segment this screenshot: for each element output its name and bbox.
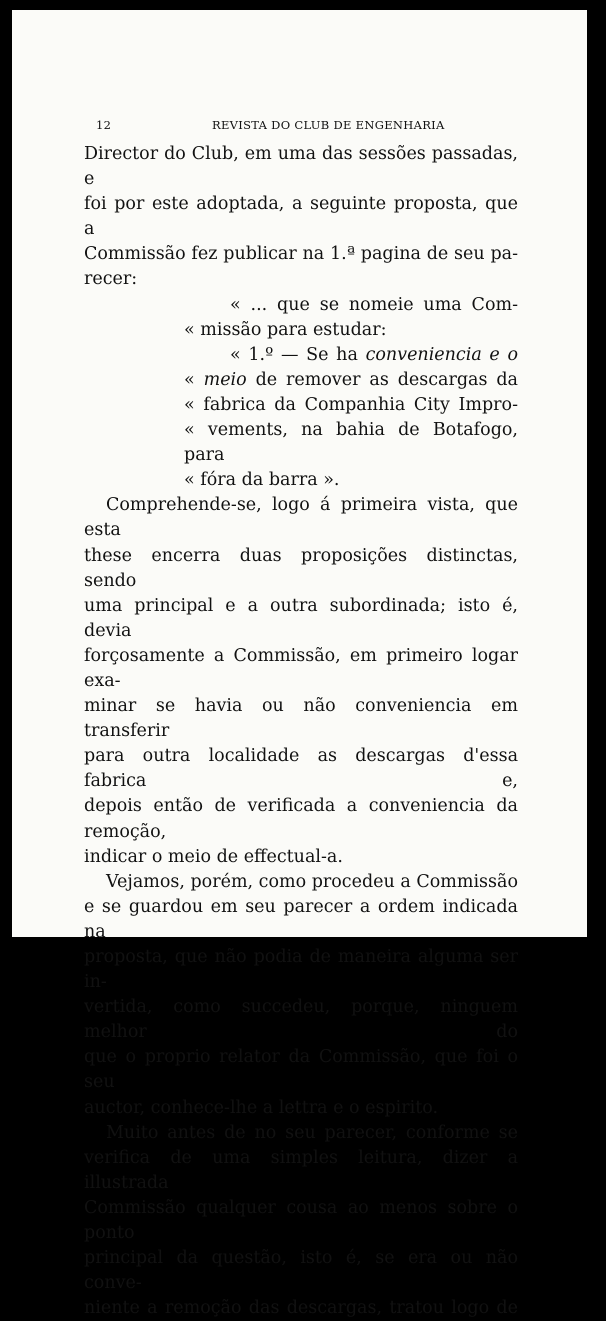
text-line: para outra localidade as descargas d'essa fabrica e, <box>84 746 518 792</box>
text-line: Commissão fez publicar na 1.ª pagina de seu pa- <box>84 244 518 265</box>
intro-paragraph <box>84 142 518 293</box>
paragraph-3 <box>84 1121 518 1321</box>
paragraph-1 <box>84 493 518 869</box>
body-text <box>84 142 518 1321</box>
text-line: verifica de uma simples leitura, dizer a illustrada <box>84 1147 518 1193</box>
quote-line: « fabrica da Companhia City Impro- <box>184 394 518 415</box>
text-line: Vejamos, porém, como procedeu a Commissão <box>106 871 518 892</box>
quote-line: « fóra da barra ». <box>184 470 340 491</box>
text-line: Commissão qualquer cousa ao menos sobre o ponto <box>84 1197 518 1244</box>
page-number: 12 <box>96 118 112 132</box>
text-line: minar se havia ou não conveniencia em transferir <box>84 696 518 742</box>
text-line: que o proprio relator da Commissão, que foi o seu <box>84 1047 518 1093</box>
text-line: uma principal e a outra subordinada; isto é, devia <box>84 595 518 641</box>
quote-line: « missão para estudar: <box>184 319 387 340</box>
text-line: Director do Club, em uma das sessões passadas, e <box>84 144 518 190</box>
text-line: Comprehende-se, logo á primeira vista, que esta <box>84 495 518 541</box>
quote-line: « ... que se nomeie uma Com- <box>230 294 518 315</box>
text-line: proposta, que não podia de maneira alguma ser in- <box>84 947 518 993</box>
paragraph-2 <box>84 870 518 1121</box>
text-line: Muito antes de no seu parecer, conforme se <box>106 1122 518 1143</box>
text-line: niente a remoção das descargas, tratou logo de <box>84 1298 518 1319</box>
quoted-proposal <box>184 293 518 494</box>
quote-line: « meio de remover as descargas da <box>184 369 518 390</box>
text-line: vertida, como succedeu, porque, ninguem melhor do <box>84 997 518 1043</box>
quote-line: « 1.º — Se ha conveniencia e o <box>230 344 519 365</box>
text-line: principal da questão, isto é, se era ou não conve- <box>84 1248 518 1294</box>
text-line: recer: <box>84 269 138 290</box>
quote-line: « vements, na bahia de Botafogo, para <box>184 420 518 466</box>
text-line: forçosamente a Commissão, em primeiro logar exa- <box>84 645 518 691</box>
text-line: depois então de verificada a conveniencia da remoção, <box>84 796 518 842</box>
text-line: indicar o meio de effectual-a. <box>84 846 343 867</box>
text-line: e se guardou em seu parecer a ordem indicada na <box>84 896 518 942</box>
text-line: auctor, conhece-lhe a lettra e o espirito. <box>84 1097 439 1118</box>
text-line: foi por este adoptada, a seguinte proposta, que a <box>84 194 518 240</box>
running-title: REVISTA DO CLUB DE ENGENHARIA <box>212 118 445 132</box>
text-line: these encerra duas proposições distinctas, sendo <box>84 545 518 591</box>
